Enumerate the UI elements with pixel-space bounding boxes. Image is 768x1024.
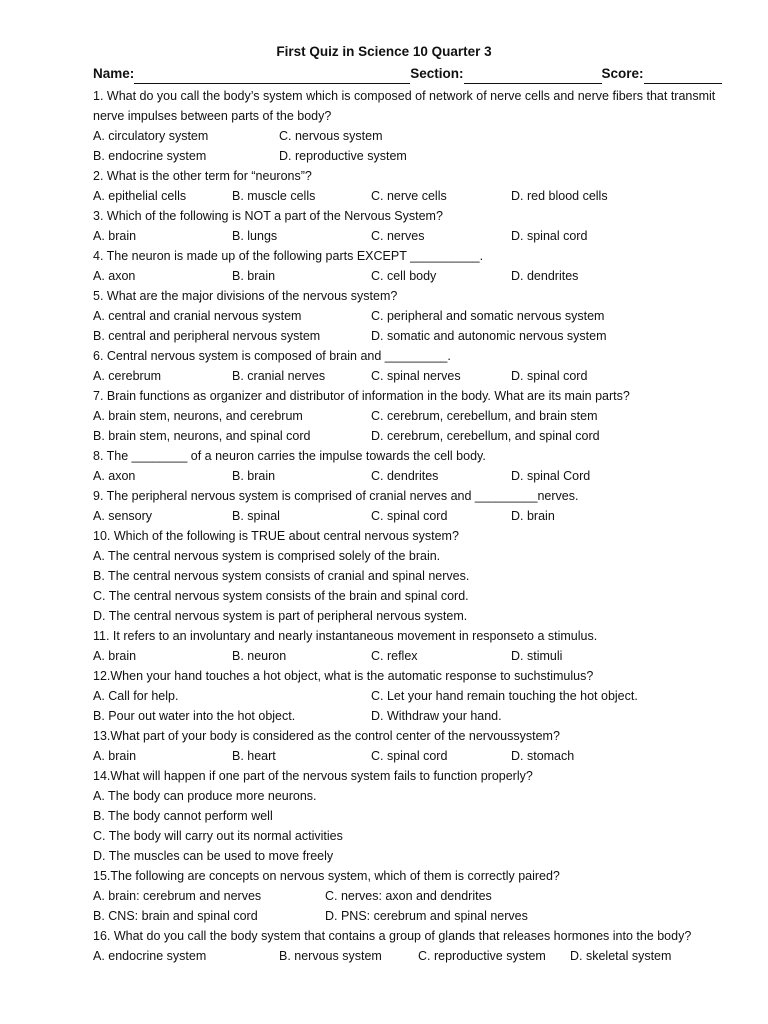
answer-choice[interactable]: A. axon (93, 269, 136, 283)
answer-choice[interactable]: C. spinal cord (371, 749, 448, 763)
answer-choice[interactable]: C. dendrites (371, 469, 439, 483)
answer-choice[interactable]: B. cranial nerves (232, 369, 326, 383)
answer-choice[interactable]: C. spinal nerves (371, 369, 461, 383)
answer-choice[interactable]: D. PNS: cerebrum and spinal nerves (325, 909, 528, 923)
answer-choice[interactable]: B. brain stem, neurons, and spinal cord (93, 429, 311, 443)
quiz-title: First Quiz in Science 10 Quarter 3 (276, 44, 492, 59)
question-stem: 14.What will happen if one part of the nervous system fails to function properly? (93, 769, 533, 783)
question-10 (93, 526, 723, 626)
choice-row (93, 746, 723, 766)
answer-choice[interactable]: B. lungs (232, 229, 278, 243)
answer-choice[interactable]: D. spinal cord (511, 369, 588, 383)
choice-row (93, 306, 723, 326)
question-2 (93, 166, 723, 206)
choice-row (93, 406, 723, 426)
answer-choice[interactable]: C. The central nervous system consists of the brain and spinal cord. (93, 589, 469, 603)
name-label: Name: (93, 66, 135, 81)
answer-choice[interactable]: B. The central nervous system consists of cranial and spinal nerves. (93, 569, 470, 583)
choice-row (93, 186, 723, 206)
question-stem: 9. The peripheral nervous system is comprised of cranial nerves and _________nerves. (93, 489, 579, 503)
score-label: Score: (601, 66, 644, 81)
answer-choice[interactable]: D. brain (511, 509, 555, 523)
question-1 (93, 86, 723, 166)
answer-choice[interactable]: C. Let your hand remain touching the hot object. (371, 689, 638, 703)
answer-choice[interactable]: B. muscle cells (232, 189, 316, 203)
choice-row (93, 466, 723, 486)
answer-choice[interactable]: D. red blood cells (511, 189, 608, 203)
answer-choice[interactable]: B. nervous system (279, 949, 382, 963)
answer-choice[interactable]: C. reproductive system (418, 949, 546, 963)
choice-row (93, 586, 723, 606)
answer-choice[interactable]: A. brain (93, 749, 137, 763)
answer-choice[interactable]: D. stimuli (511, 649, 563, 663)
answer-choice[interactable]: D. The central nervous system is part of peripheral nervous system. (93, 609, 468, 623)
question-list (93, 86, 723, 966)
answer-choice[interactable]: D. reproductive system (279, 149, 407, 163)
question-8 (93, 446, 723, 486)
question-6 (93, 346, 723, 386)
answer-choice[interactable]: D. stomach (511, 749, 575, 763)
answer-choice[interactable]: B. endocrine system (93, 149, 207, 163)
answer-choice[interactable]: D. somatic and autonomic nervous system (371, 329, 607, 343)
answer-choice[interactable]: D. dendrites (511, 269, 579, 283)
question-stem: 2. What is the other term for “neurons”? (93, 169, 312, 183)
question-stem: 11. It refers to an involuntary and nearly instantaneous movement in responseto a stimulus. (93, 629, 598, 643)
question-5 (93, 286, 723, 346)
choice-row (93, 886, 723, 906)
choice-row (93, 686, 723, 706)
answer-choice[interactable]: B. central and peripheral nervous system (93, 329, 321, 343)
answer-choice[interactable]: A. The body can produce more neurons. (93, 789, 317, 803)
question-stem: 16. What do you call the body system that contains a group of glands that releases hormones into the body? (93, 929, 692, 943)
choice-row (93, 846, 723, 866)
question-stem: 4. The neuron is made up of the following parts EXCEPT __________. (93, 249, 484, 263)
answer-choice[interactable]: B. brain (232, 269, 276, 283)
choice-row (93, 126, 723, 146)
answer-choice[interactable]: D. The muscles can be used to move freely (93, 849, 334, 863)
answer-choice[interactable]: B. Pour out water into the hot object. (93, 709, 296, 723)
question-stem: 5. What are the major divisions of the nervous system? (93, 289, 398, 303)
answer-choice[interactable]: C. cerebrum, cerebellum, and brain stem (371, 409, 598, 423)
answer-choice[interactable]: A. brain: cerebrum and nerves (93, 889, 262, 903)
choice-row (93, 806, 723, 826)
choice-row (93, 606, 723, 626)
answer-choice[interactable]: B. spinal (232, 509, 280, 523)
question-stem: 13.What part of your body is considered as the control center of the nervoussystem? (93, 729, 560, 743)
answer-choice[interactable]: A. brain stem, neurons, and cerebrum (93, 409, 303, 423)
answer-choice[interactable]: A. cerebrum (93, 369, 162, 383)
choice-row (93, 366, 723, 386)
choice-row (93, 326, 723, 346)
answer-choice[interactable]: A. brain (93, 229, 137, 243)
answer-choice[interactable]: A. endocrine system (93, 949, 207, 963)
choice-row (93, 566, 723, 586)
answer-choice[interactable]: A. Call for help. (93, 689, 179, 703)
question-14 (93, 766, 723, 866)
answer-choice[interactable]: B. heart (232, 749, 276, 763)
answer-choice[interactable]: C. spinal cord (371, 509, 448, 523)
question-stem: 15.The following are concepts on nervous system, which of them is correctly paired? (93, 869, 560, 883)
choice-row (93, 946, 723, 966)
question-13 (93, 726, 723, 766)
question-12 (93, 666, 723, 726)
choice-row (93, 646, 723, 666)
answer-choice[interactable]: C. nervous system (279, 129, 383, 143)
section-label: Section: (410, 66, 464, 81)
name-field[interactable] (134, 69, 410, 84)
answer-choice[interactable]: B. The body cannot perform well (93, 809, 273, 823)
choice-row (93, 546, 723, 566)
question-11 (93, 626, 723, 666)
answer-choice[interactable]: B. neuron (232, 649, 287, 663)
question-15 (93, 866, 723, 926)
answer-choice[interactable]: D. skeletal system (570, 949, 672, 963)
answer-choice[interactable]: D. spinal cord (511, 229, 588, 243)
answer-choice[interactable]: C. reflex (371, 649, 418, 663)
answer-choice[interactable]: C. nerves: axon and dendrites (325, 889, 492, 903)
question-stem: 8. The ________ of a neuron carries the impulse towards the cell body. (93, 449, 486, 463)
answer-choice[interactable]: C. nerves (371, 229, 425, 243)
answer-choice[interactable]: C. cell body (371, 269, 437, 283)
question-3 (93, 206, 723, 246)
question-7 (93, 386, 723, 446)
question-stem: 12.When your hand touches a hot object, what is the automatic response to suchstimulus? (93, 669, 594, 683)
answer-choice[interactable]: B. CNS: brain and spinal cord (93, 909, 258, 923)
answer-choice[interactable]: D. spinal Cord (511, 469, 591, 483)
section-field[interactable] (464, 69, 602, 84)
choice-row (93, 426, 723, 446)
choice-row (93, 266, 723, 286)
answer-choice[interactable]: B. brain (232, 469, 276, 483)
answer-choice[interactable]: C. nerve cells (371, 189, 447, 203)
choice-row (93, 826, 723, 846)
question-9 (93, 486, 723, 526)
answer-choice[interactable]: A. central and cranial nervous system (93, 309, 302, 323)
choice-row (93, 786, 723, 806)
answer-choice[interactable]: C. peripheral and somatic nervous system (371, 309, 605, 323)
choice-row (93, 906, 723, 926)
choice-row (93, 226, 723, 246)
choice-row (93, 706, 723, 726)
answer-choice[interactable]: A. axon (93, 469, 136, 483)
question-stem: 3. Which of the following is NOT a part of the Nervous System? (93, 209, 443, 223)
score-field[interactable] (644, 69, 722, 84)
answer-choice[interactable]: A. brain (93, 649, 137, 663)
choice-row (93, 146, 723, 166)
answer-choice[interactable]: A. sensory (93, 509, 153, 523)
question-stem: 7. Brain functions as organizer and distributor of information in the body. What are its main parts? (93, 389, 630, 403)
answer-choice[interactable]: C. The body will carry out its normal activities (93, 829, 343, 843)
question-4 (93, 246, 723, 286)
answer-choice[interactable]: A. The central nervous system is comprised solely of the brain. (93, 549, 441, 563)
answer-choice[interactable]: A. circulatory system (93, 129, 209, 143)
question-stem: 10. Which of the following is TRUE about central nervous system? (93, 529, 459, 543)
question-stem: 1. What do you call the body’s system which is composed of network of nerve cells and nerve fibers that transmit nerve impulses between parts of the body? (93, 89, 716, 123)
answer-choice[interactable]: D. cerebrum, cerebellum, and spinal cord (371, 429, 600, 443)
question-stem: 6. Central nervous system is composed of brain and _________. (93, 349, 451, 363)
student-info-line (93, 64, 721, 84)
answer-choice[interactable]: D. Withdraw your hand. (371, 709, 502, 723)
choice-row (93, 506, 723, 526)
question-16 (93, 926, 723, 966)
answer-choice[interactable]: A. epithelial cells (93, 189, 187, 203)
